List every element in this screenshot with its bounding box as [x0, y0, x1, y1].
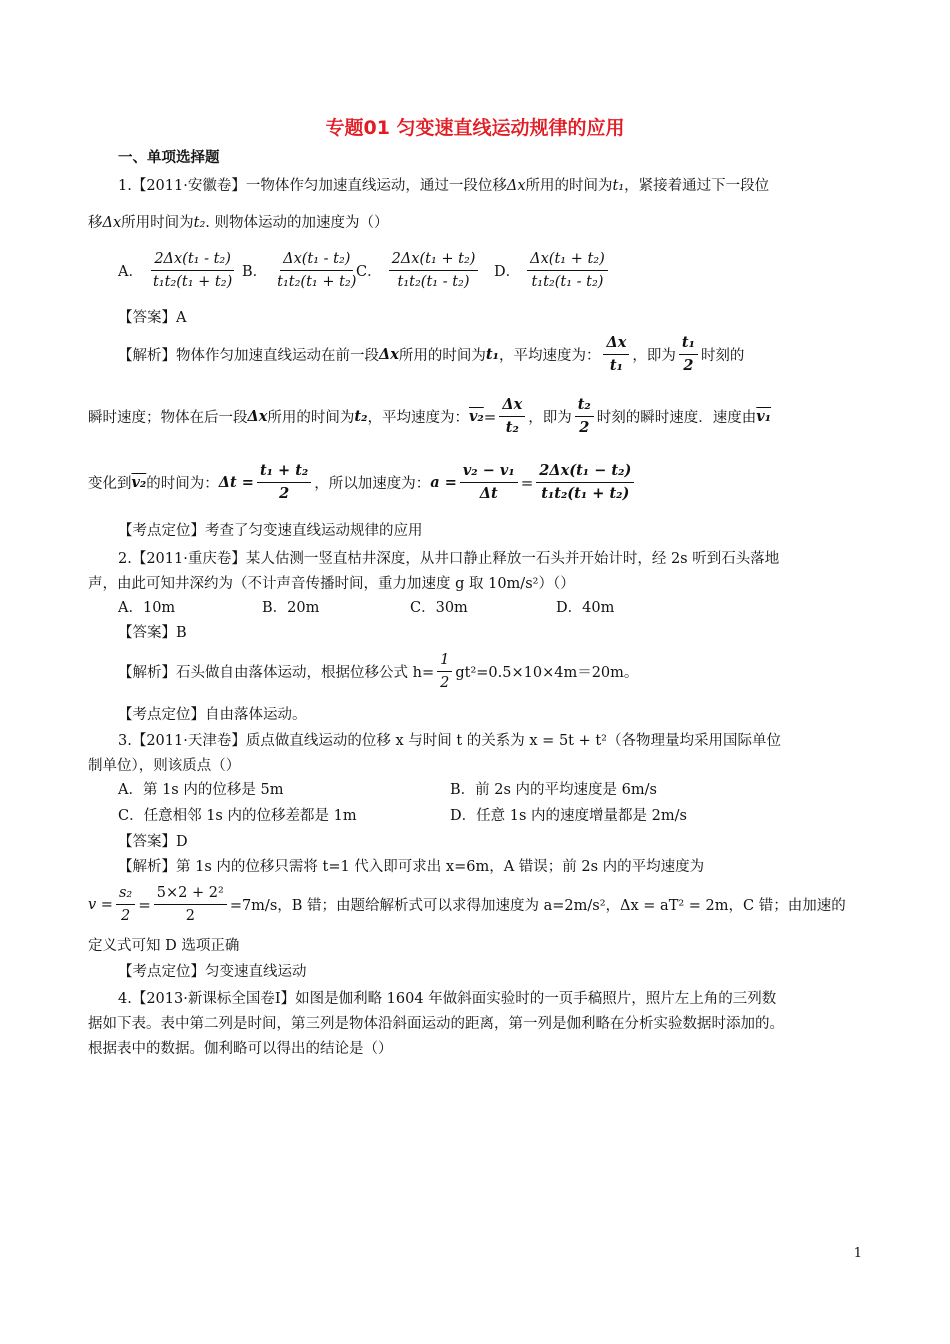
q2-option-c: C．30m [410, 600, 468, 616]
q1-option-b: B． $\frac{\text{Δx(t₁ - t₂)}}{\text{t₁t₂(t₁ + t₂)}}$ [242, 251, 357, 290]
q3-option-a: A．第 1s 内的位移是 5m [118, 782, 284, 798]
q4-line2: 据如下表。表中第二列是时间，第三列是物体沿斜面运动的距离，第一列是伽利略在分析实验数据时添加的。 [88, 1016, 784, 1032]
q2-line2: 声，由此可知井深约为（不计声音传播时间，重力加速度 g 取 10m/s²）（） [88, 576, 575, 592]
q1-option-c: C． $\frac{\text{2Δx(t₁ + t₂)}}{\text{t₁t₂(t₁ - t₂)}}$ [356, 250, 481, 291]
q3-option-c: C．任意相邻 1s 内的位移差都是 1m [118, 808, 357, 824]
q1-option-d: D． $\frac{\text{Δx(t₁ + t₂)}}{\text{t₁t₂(t₁ - t₂)}}$ [494, 250, 611, 291]
q1-analysis-line1: 【解析】物体作匀加速直线运动在前一段 Δx 所用的时间为 t₁ ，平均速度为： $\frac{\Delta x}{\text{t₁}}$ ，即为 $\frac{\text{t₁}}{2}$ 时刻的 [118, 334, 745, 374]
q4-line3: 根据表中的数据。伽利略可以得出的结论是（） [88, 1041, 393, 1057]
q4-line1: 4.【2013·新课标全国卷Ⅰ】如图是伽利略 1604 年做斜面实验时的一页手稿照片，照片左上角的三列数 [118, 991, 777, 1007]
q3-point: 【考点定位】匀变速直线运动 [118, 964, 307, 980]
q3-analysis-line1: 【解析】第 1s 内的位移只需将 t=1 代入即可求出 x=6m，A 错误；前 2s 内的平均速度为 [118, 859, 705, 875]
q2-option-a: A．10m [118, 600, 176, 616]
q1-answer: 【答案】A [118, 310, 187, 326]
q1-line1: 1.【2011·安徽卷】一物体作匀加速直线运动，通过一段位移Δx所用的时间为t₁，紧接着通过下一段位 [118, 178, 770, 194]
page-title: 专题01 匀变速直线运动规律的应用 [325, 117, 625, 139]
q3-line1: 3.【2011·天津卷】质点做直线运动的位移 x 与时间 t 的关系为 x = 5t + t²（各物理量均采用国际单位 [118, 733, 781, 749]
q2-point: 【考点定位】自由落体运动。 [118, 707, 307, 723]
q2-answer: 【答案】B [118, 625, 187, 641]
q1-line2: 移Δx所用时间为t₂. 则物体运动的加速度为（） [88, 215, 389, 231]
q2-analysis: 【解析】石头做自由落体运动，根据位移公式 h= $\frac{1}{2}$ gt²=0.5×10×4m＝20m。 [118, 652, 639, 691]
q3-analysis-line2: v = $\frac{\text{s₂}}{2}$ = $\frac{\text{5×2 + 2²}}{2}$ =7m/s，B 错；由题给解析式可以求得加速度为 a=2m/s²，Δx = aT² = 2m，C 错；由加速的 [88, 885, 846, 924]
q3-option-d: D．任意 1s 内的速度增量都是 2m/s [450, 808, 687, 824]
q3-option-b: B．前 2s 内的平均速度是 6m/s [450, 782, 657, 798]
section-heading: 一、单项选择题 [118, 150, 220, 166]
q3-line2: 制单位），则该质点（） [88, 758, 241, 774]
q3-analysis-line3: 定义式可知 D 选项正确 [88, 938, 240, 954]
q1-option-a: A． $\frac{\text{2Δx(t₁ - t₂)}}{\text{t₁t₂(t₁ + t₂)}}$ [118, 251, 233, 290]
q2-line1: 2.【2011·重庆卷】某人估测一竖直枯井深度，从井口静止释放一石头并开始计时，经 2s 听到石头落地 [118, 551, 780, 567]
q2-option-b: B．20m [262, 600, 320, 616]
q1-point: 【考点定位】考查了匀变速直线运动规律的应用 [118, 523, 423, 539]
q3-answer: 【答案】D [118, 834, 188, 850]
q1-analysis-line3: 变化到 v₂ 的时间为： Δt = $\frac{\text{t₁ + t₂}}{2}$ ，所以加速度为： a = $\frac{\text{v₂ − v₁}}{\Delta t}$ = $\frac{\text{2Δx(t₁ − t₂)}}{\text{t₁t₂(t₁ + t₂)}}$ [88, 462, 637, 503]
q1-analysis-line2: 瞬时速度；物体在后一段 Δx 所用的时间为 t₂ ，平均速度为： v₂ = $\frac{\Delta x}{\text{t₂}}$ ，即为 $\frac{\text{t₂}}{2}$ 时刻的瞬时速度．速度由 v₁ [88, 396, 772, 436]
page-number: 1 [853, 1246, 862, 1261]
q2-option-d: D．40m [556, 600, 615, 616]
